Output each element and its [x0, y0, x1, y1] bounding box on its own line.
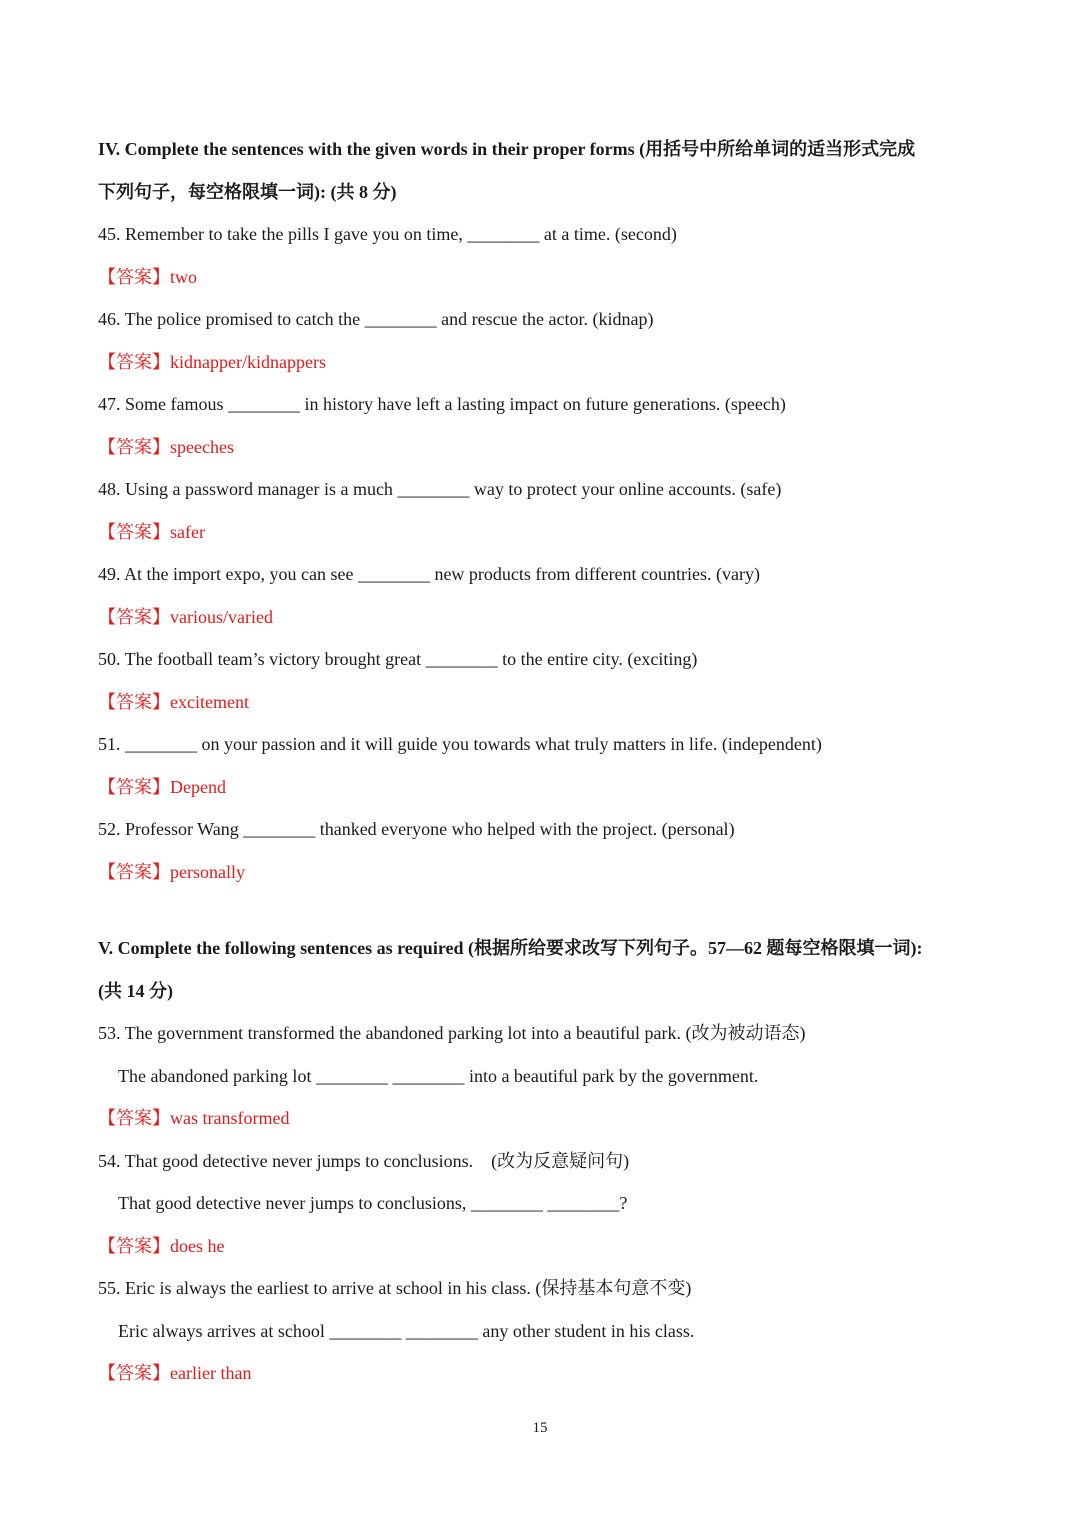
answer-47: 【答案】speeches [98, 436, 234, 457]
rewrite-53: The abandoned parking lot ________ ________ into a beautiful park by the government. [118, 1065, 759, 1086]
section-v [98, 927, 988, 1395]
question-52: 52. Professor Wang ________ thanked everyone who helped with the project. (personal) [98, 819, 735, 839]
page-number: 15 [532, 1420, 548, 1436]
answer-55: 【答案】earlier than [98, 1363, 252, 1383]
answer-51: 【答案】Depend [98, 776, 226, 797]
section-heading-line: (共 14 分) [98, 980, 173, 1001]
answer-54: 【答案】does he [98, 1235, 225, 1256]
answer-50: 【答案】excitement [98, 691, 249, 712]
question-55: 55. Eric is always the earliest to arrive at school in his class. (保持基本句意不变) [98, 1278, 692, 1298]
question-51: 51. ________ on your passion and it will guide you towards what truly matters in life. (independent) [98, 734, 822, 754]
question-46: 46. The police promised to catch the ________ and rescue the actor. (kidnap) [98, 309, 654, 329]
answer-45: 【答案】two [98, 266, 197, 287]
question-48: 48. Using a password manager is a much ________ way to protect your online accounts. (safe) [98, 479, 782, 499]
answer-46: 【答案】kidnapper/kidnappers [98, 351, 326, 372]
question-50: 50. The football team’s victory brought great ________ to the entire city. (exciting) [98, 649, 698, 669]
question-53: 53. The government transformed the abandoned parking lot into a beautiful park. (改为被动语态) [98, 1023, 806, 1043]
section-heading-line: IV. Complete the sentences with the given words in their proper forms (用括号中所给单词的适当形式完成 [98, 139, 916, 159]
section-iv [98, 128, 988, 893]
worksheet-page [98, 128, 988, 1395]
question-54: 54. That good detective never jumps to conclusions. (改为反意疑问句) [98, 1150, 630, 1171]
answer-48: 【答案】safer [98, 521, 205, 542]
question-45: 45. Remember to take the pills I gave you on time, ________ at a time. (second) [98, 224, 677, 244]
question-47: 47. Some famous ________ in history have left a lasting impact on future generations. (speech) [98, 394, 786, 414]
section-heading-line: V. Complete the following sentences as required (根据所给要求改写下列句子。57—62 题每空格限填一词): [98, 938, 923, 958]
answer-52: 【答案】personally [98, 861, 245, 882]
answer-53: 【答案】was transformed [98, 1108, 290, 1128]
rewrite-55: Eric always arrives at school ________ ________ any other student in his class. [118, 1320, 695, 1341]
section-heading-line: 下列句子，每空格限填一词): (共 8 分) [98, 181, 397, 202]
answer-49: 【答案】various/varied [98, 606, 273, 627]
question-49: 49. At the import expo, you can see ________ new products from different countries. (vary) [98, 564, 761, 584]
rewrite-54: That good detective never jumps to conclusions, ________ ________? [118, 1193, 628, 1213]
section-spacer [98, 893, 988, 927]
